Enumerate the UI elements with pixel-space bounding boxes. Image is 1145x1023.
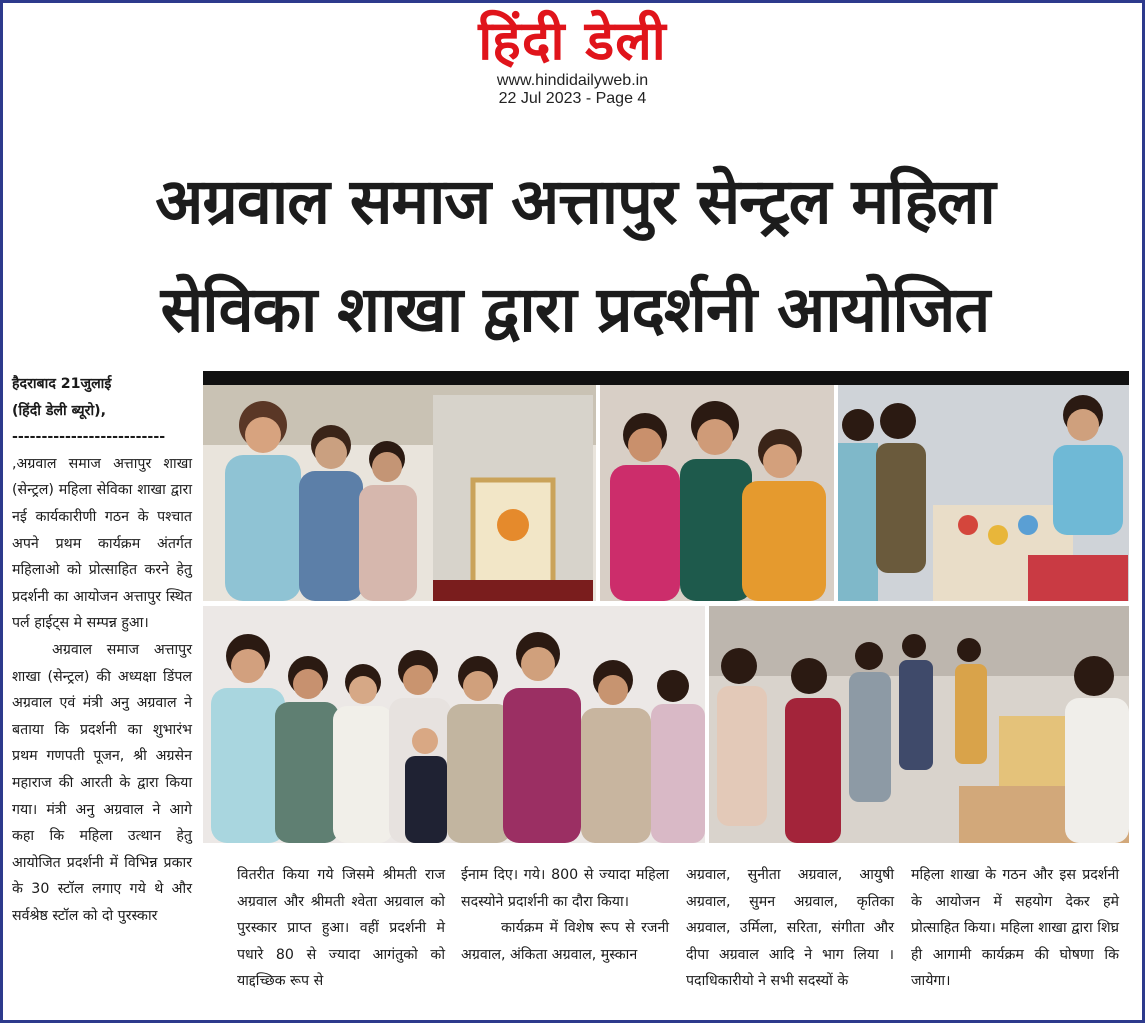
- masthead: [0, 8, 1145, 108]
- article-column-3: [461, 862, 669, 968]
- photo-group-with-child: [203, 606, 705, 843]
- photo-top-bar: [203, 371, 1129, 385]
- edition-date-page: 22 Jul 2023 - Page 4: [498, 90, 647, 107]
- article-column-4-text: अग्रवाल, सुनीता अग्रवाल, आयुषी अग्रवाल, सुमन अग्रवाल, कृतिका अग्रवाल, उर्मिला, सरिता, संगीता और दीपा अग्रवाल आदि ने भाग लिया । पदाधिकारीयो ने सभी सदस्यों के: [686, 867, 894, 990]
- photo-three-women: [600, 385, 834, 601]
- article-paragraph-1: ,अग्रवाल समाज अत्तापुर शाखा (सेन्ट्रल) महिला सेविका शाखा द्वारा नई कार्यकारीणी गठन के पश्चात अपने प्रथम कार्यक्रम अंतर्गत महिलाओ को प्रोत्साहित करने हेतु प्रदर्शनी का आयोजन अत्तापुर स्थित पर्ल हाईट्स मे सम्पन्न हुआ।: [12, 455, 192, 632]
- website-url: www.hindidailyweb.in: [496, 72, 649, 89]
- article-column-2: [237, 862, 445, 995]
- photo-women-with-deity-frame: [203, 385, 596, 601]
- headline: [20, 148, 1130, 364]
- article-column-2-text: वितरीत किया गये जिसमे श्रीमती राज अग्रवाल और श्रीमती श्वेता अग्रवाल को पुरस्कार प्राप्त हुआ। वहीं प्रदर्शनी मे पधारे 80 से ज्यादा आगंतुको को याद्दच्छिक रूप से: [237, 867, 445, 990]
- article-column-5-text: महिला शाखा के गठन और इस प्रदर्शनी के आयोजन में सहयोग देकर हमे प्रोत्साहित किया। महिला शाखा द्वारा शिघ्र ही आगामी कार्यक्रम की घोषणा कि जायेगा।: [911, 867, 1119, 990]
- bureau-credit: (हिंदी डेली ब्यूरो),: [12, 402, 106, 419]
- headline-line-2: सेविका शाखा द्वारा प्रदर्शनी आयोजित: [160, 273, 990, 346]
- article-column-5: [911, 862, 1119, 995]
- photo-exhibition-stall: [838, 385, 1129, 601]
- newspaper-logo: हिंदी डेली: [478, 8, 667, 72]
- article-paragraph-2: अग्रवाल समाज अत्तापुर शाखा (सेन्ट्रल) की अध्यक्षा डिंपल अग्रवाल एवं मंत्री अनु अग्रवाल ने बताया कि प्रदर्शनी का शुभारंभ प्रथम गणपती पूजन, श्री अग्रसेन महाराज की आरती के द्वारा किया गया। मंत्री अनु अग्रवाल ने आगे कहा कि महिला उत्थान हेतु आयोजित प्रदर्शनी में विभिन्न प्रकार के 30 स्टॉल लगाए गये थे और सर्वश्रेष्ठ स्टॉल को दो पुरस्कार: [12, 641, 192, 924]
- dateline: हैदराबाद 21जुलाई: [12, 376, 112, 392]
- article-column-4: [686, 862, 894, 995]
- article-column-3-text-b: कार्यक्रम में विशेष रूप से रजनी अग्रवाल, अंकिता अग्रवाल, मुस्कान: [461, 920, 669, 963]
- separator-line: --------------------------: [12, 429, 166, 446]
- article-column-3-text-a: ईनाम दिए। गये। 800 से ज्यादा महिला सदस्योने प्रदार्शनी का दौरा किया।: [461, 867, 669, 910]
- article-column-1: [12, 371, 192, 929]
- photo-exhibition-crowd: [709, 606, 1129, 843]
- photo-collage: [203, 371, 1129, 843]
- headline-line-1: अग्रवाल समाज अत्तापुर सेन्ट्रल महिला: [155, 165, 995, 238]
